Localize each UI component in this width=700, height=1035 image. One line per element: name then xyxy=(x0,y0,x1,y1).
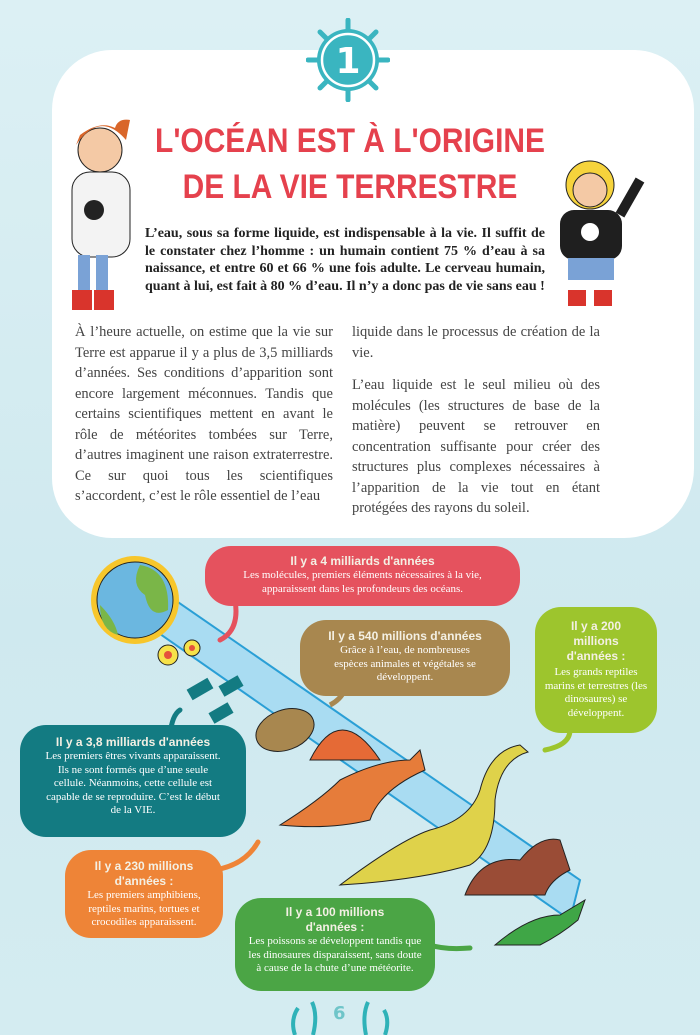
bubble-text: Les premiers êtres vivants apparaissent. Ils ne sont formés que d’une seule cellule. Néanmoins, cette cellule est capable de se reproduire. C’est le début de la VIE. xyxy=(45,750,221,816)
chapter-number: 1 xyxy=(335,41,361,82)
timeline-bubble-200-million xyxy=(535,607,657,733)
body-paragraph: À l’heure actuelle, on estime que la vie sur Terre est apparue il y a plus de 3,5 milliards d’années. Ses conditions d’apparition sont encore largement méconnues. Tandis que certains scientifiques mettent en avant le rôle de météorites tombées sur Terre, d’autres imaginent une raison extraterrestre. Ce sur quoi tous les scientifiques s’accordent, c’est le rôle essentiel de l’eau xyxy=(75,324,333,504)
bubble-heading: Il y a 200 millions d'années : xyxy=(566,619,626,663)
timeline-bubble-100-million xyxy=(235,898,435,991)
bubble-text: Les grands reptiles marins et terrestres (les dinosaures) se développent. xyxy=(544,666,648,719)
boy-character-icon xyxy=(560,161,640,306)
timeline-bubble-540-million xyxy=(300,620,510,696)
timeline-bubble-4-billion xyxy=(205,546,520,606)
bubble-heading: Il y a 230 millions d'années : xyxy=(94,859,194,888)
intro-paragraph: L’eau, sous sa forme liquide, est indispensable à la vie. Il suffit de le constater chez l’homme : un humain contient 75 % d’eau à sa naissance, et entre 60 et 66 % une fois adulte. Le cerveau humain, quant à lui, est fait à 80 % d’eau. Il n’y a donc pas de vie sans eau ! xyxy=(145,226,545,294)
body-paragraph: liquide dans le processus de création de la vie. xyxy=(352,324,600,361)
title-line-2: DE LA VIE TERRESTRE xyxy=(182,168,518,206)
bubble-heading: Il y a 100 millions d'années : xyxy=(285,905,385,934)
earth-globe-icon xyxy=(91,556,179,644)
bubble-text: Les molécules, premiers éléments nécessaires à la vie, apparaissent dans les profondeurs des océans. xyxy=(243,569,482,595)
dimetrodon-icon xyxy=(280,730,425,827)
bubble-text: Les poissons se développent tandis que les dinosaures disparaissent, sans doute à cause de la chute d’une météorite. xyxy=(248,935,422,974)
timeline-bubble-3-8-billion xyxy=(20,725,246,837)
body-paragraph: L’eau liquide est le seul milieu où des molécules (les structures de base de la matière) peuvent se retrouver en concentration suffisante pour créer des structures plus complexes nécessaires à l’apparition de la vie tout en étant protégées des rayons du soleil. xyxy=(352,377,600,516)
page-number: 6 xyxy=(333,1003,346,1024)
bubble-text: Les premiers amphibiens, reptiles marins, tortues et crocodiles apparaissent. xyxy=(87,889,201,928)
girl-character-icon xyxy=(72,120,130,310)
bubble-heading: Il y a 4 milliards d'années xyxy=(290,554,435,568)
bubble-heading: Il y a 3,8 milliards d'années xyxy=(55,735,211,749)
title-line-1: L'OCÉAN EST À L'ORIGINE xyxy=(155,122,545,160)
timeline-bubble-230-million xyxy=(65,850,223,938)
bubble-text: Grâce à l’eau, de nombreuses espèces animales et végétales se développent. xyxy=(334,644,476,683)
bubble-heading: Il y a 540 millions d'années xyxy=(328,629,482,643)
